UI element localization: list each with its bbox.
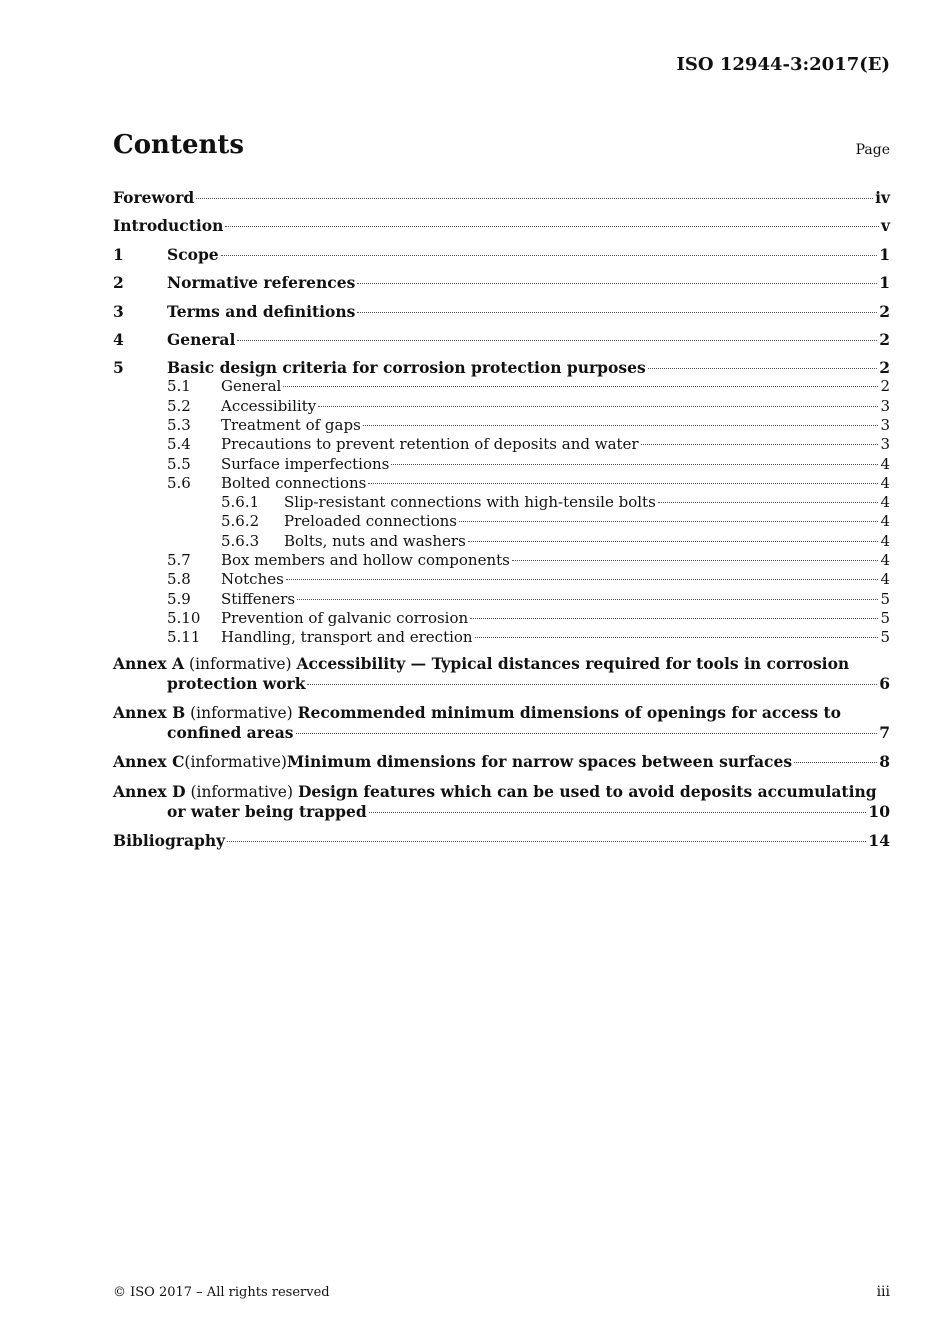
dot-leader <box>470 618 878 619</box>
dot-leader <box>391 464 878 465</box>
page-column-label: Page <box>855 142 890 158</box>
toc-label: or water being trapped <box>167 802 367 822</box>
dot-leader <box>459 521 878 522</box>
toc-label: Slip-resistant connections with high-tensile bolts <box>284 493 656 512</box>
dot-leader <box>468 541 879 542</box>
annex-heading <box>113 703 890 723</box>
toc-label: Normative references <box>167 273 356 293</box>
toc-entry-5-6[interactable] <box>113 474 890 493</box>
toc-page: 4 <box>880 473 890 492</box>
toc-entry-section-2[interactable] <box>113 270 890 298</box>
dot-leader <box>794 762 877 763</box>
toc-entry-5-10[interactable] <box>113 609 890 628</box>
toc-label: Accessibility <box>221 396 317 415</box>
toc-page: 6 <box>879 674 890 694</box>
toc-page: 4 <box>880 570 890 589</box>
dot-leader <box>357 312 877 313</box>
toc-entry-5-9[interactable] <box>113 590 890 609</box>
toc-entry-5-8[interactable] <box>113 570 890 589</box>
toc-number: 5 <box>113 358 124 378</box>
toc-entry-5-4[interactable] <box>113 435 890 454</box>
toc-label: protection work <box>167 674 306 694</box>
toc-number: 5.4 <box>167 435 191 454</box>
toc-page: 4 <box>880 512 890 531</box>
toc-entry-5-7[interactable] <box>113 551 890 570</box>
annex-tag: Annex D <box>113 782 186 802</box>
toc-label: Bolts, nuts and washers <box>284 531 466 550</box>
toc-entry-5-6-1[interactable] <box>113 493 890 512</box>
annex-informative: (informative) <box>185 704 298 723</box>
toc-page: 5 <box>880 589 890 608</box>
annex-title-continuation <box>113 723 890 742</box>
dot-leader <box>286 579 879 580</box>
toc-page: 5 <box>880 628 890 647</box>
toc-label: Basic design criteria for corrosion protection purposes <box>167 358 646 378</box>
annex-heading <box>113 654 890 674</box>
toc-label: Precautions to prevent retention of deposits and water <box>221 435 639 454</box>
toc-number: 5.5 <box>167 454 191 473</box>
annex-title-continuation <box>113 802 890 821</box>
toc-page: v <box>880 216 890 236</box>
toc-entry-5-2[interactable] <box>113 397 890 416</box>
toc-label: General <box>221 377 282 396</box>
toc-page: 4 <box>880 531 890 550</box>
toc-entry-section-5[interactable] <box>113 355 890 377</box>
annex-heading <box>113 782 890 802</box>
toc-label: Handling, transport and erection <box>221 628 473 647</box>
annex-tag: Annex A <box>113 654 185 674</box>
toc-entry-5-5[interactable] <box>113 455 890 474</box>
toc-number: 5.6 <box>167 473 191 492</box>
toc-page: 3 <box>880 435 890 454</box>
dot-leader <box>512 560 879 561</box>
toc-number: 4 <box>113 329 124 349</box>
toc-number: 5.10 <box>167 608 201 627</box>
toc-label: Introduction <box>113 216 224 236</box>
toc-page: 2 <box>880 377 890 396</box>
dot-leader <box>225 226 879 227</box>
toc-page: 7 <box>879 723 890 743</box>
annex-title: Recommended minimum dimensions of openings for access to <box>297 703 842 723</box>
toc-page: iv <box>875 188 890 207</box>
toc-entry-introduction[interactable] <box>113 213 890 241</box>
dot-leader <box>318 406 878 407</box>
dot-leader <box>658 502 879 503</box>
toc-label: Treatment of gaps <box>221 415 361 434</box>
annex-tag: Annex C <box>113 752 185 772</box>
annex-informative: (informative) <box>184 753 287 772</box>
toc-entry-5-6-3[interactable] <box>113 532 890 551</box>
toc-entry-5-6-2[interactable] <box>113 512 890 531</box>
dot-leader <box>357 283 877 284</box>
toc-page: 5 <box>880 608 890 627</box>
annex-informative: (informative) <box>184 655 297 674</box>
toc-number: 5.11 <box>167 628 201 647</box>
toc-label: Foreword <box>113 188 195 207</box>
toc-page: 2 <box>879 329 890 349</box>
toc-number: 5.6.2 <box>221 512 260 531</box>
toc-label: Scope <box>167 244 219 264</box>
toc-entry-section-3[interactable] <box>113 299 890 327</box>
dot-leader <box>237 340 877 341</box>
toc-label: Bibliography <box>113 831 226 851</box>
toc-number: 5.7 <box>167 551 191 570</box>
toc-number: 5.6.3 <box>221 531 260 550</box>
toc-number: 5.1 <box>167 377 191 396</box>
toc-number: 5.2 <box>167 396 191 415</box>
toc-entry-annex-d[interactable] <box>113 782 890 821</box>
dot-leader <box>368 483 878 484</box>
dot-leader <box>196 198 873 199</box>
page-number: iii <box>876 1284 890 1300</box>
annex-informative: (informative) <box>185 783 298 802</box>
toc-page: 4 <box>880 551 890 570</box>
document-id: ISO 12944-3:2017(E) <box>676 54 890 75</box>
dot-leader <box>227 841 866 842</box>
toc-label: Prevention of galvanic corrosion <box>221 608 469 627</box>
toc-page: 10 <box>868 802 890 822</box>
toc-entry-annex-a[interactable] <box>113 654 890 693</box>
toc-entry-bibliography[interactable] <box>113 831 890 850</box>
toc-label: Notches <box>221 570 284 589</box>
toc-entry-section-4[interactable] <box>113 327 890 355</box>
annex-title: Accessibility — Typical distances required for tools in corrosion <box>296 654 850 674</box>
toc-entry-5-11[interactable] <box>113 628 890 654</box>
dot-leader <box>475 637 879 638</box>
toc-page: 1 <box>879 273 890 293</box>
toc-label: Preloaded connections <box>284 512 458 531</box>
annex-title: Design features which can be used to avoid deposits accumulating <box>297 782 877 802</box>
dot-leader <box>641 444 879 445</box>
toc-label: confined areas <box>167 723 294 743</box>
dot-leader <box>297 599 878 600</box>
toc-entry-5-1[interactable] <box>113 377 890 396</box>
toc-number: 5.3 <box>167 415 191 434</box>
annex-title-continuation <box>113 674 890 693</box>
dot-leader <box>221 255 878 256</box>
toc-number: 1 <box>113 244 124 264</box>
table-of-contents <box>113 185 890 850</box>
dot-leader <box>363 425 879 426</box>
toc-number: 5.9 <box>167 589 191 608</box>
toc-page: 3 <box>880 396 890 415</box>
toc-label: Stiffeners <box>221 589 296 608</box>
toc-label: Bolted connections <box>221 473 367 492</box>
toc-entry-annex-c[interactable] <box>113 752 890 772</box>
toc-label: Box members and hollow components <box>221 551 510 570</box>
toc-page: 4 <box>880 493 890 512</box>
annex-title: Minimum dimensions for narrow spaces between surfaces <box>286 752 793 772</box>
toc-label: Terms and definitions <box>167 301 356 321</box>
toc-entry-annex-b[interactable] <box>113 703 890 742</box>
toc-page: 8 <box>879 752 890 772</box>
toc-page: 1 <box>879 244 890 264</box>
toc-label: General <box>167 329 236 349</box>
dot-leader <box>296 733 878 734</box>
toc-page: 3 <box>880 415 890 434</box>
toc-page: 2 <box>879 358 890 378</box>
dot-leader <box>369 812 867 813</box>
dot-leader <box>307 684 877 685</box>
annex-tag: Annex B <box>113 703 186 723</box>
copyright-notice: © ISO 2017 – All rights reserved <box>113 1285 330 1300</box>
toc-entry-section-1[interactable] <box>113 242 890 270</box>
toc-entry-foreword[interactable] <box>113 185 890 213</box>
dot-leader <box>283 386 878 387</box>
toc-entry-5-3[interactable] <box>113 416 890 435</box>
toc-number: 5.6.1 <box>221 493 260 512</box>
toc-number: 5.8 <box>167 570 191 589</box>
toc-label: Surface imperfections <box>221 454 390 473</box>
toc-page: 2 <box>879 301 890 321</box>
toc-page: 4 <box>880 454 890 473</box>
toc-number: 2 <box>113 273 124 293</box>
toc-page: 14 <box>868 831 890 851</box>
page-title: Contents <box>113 130 245 160</box>
toc-number: 3 <box>113 301 124 321</box>
dot-leader <box>648 368 878 369</box>
